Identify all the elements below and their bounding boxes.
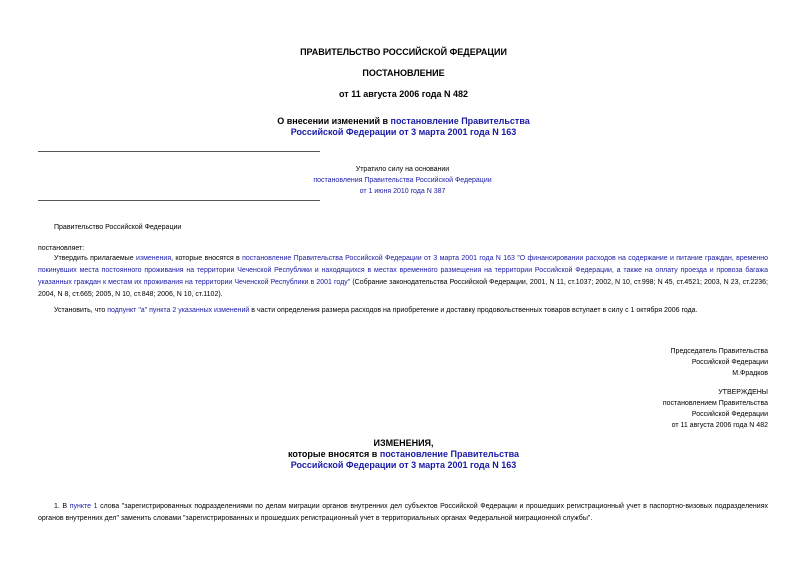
approval-line-3: Российской Федерации: [691, 411, 768, 418]
p1-text-d: (Собрание законодательства Российской Федерации, 2001, N 11, ст.1037; 2002, N 10, ст.998; N 45, ст.4521; 2003, N 23, ст.2236; 2004, N 8, ст.665; 2005, N 10, ст.848; 2006, N 10, ст.1102).: [38, 279, 768, 298]
signature-org: Российской Федерации: [691, 359, 768, 366]
item1-text-a: 1. В: [54, 503, 70, 510]
signature-block: [671, 346, 768, 379]
changes-sub-prefix: которые вносятся в: [287, 449, 380, 459]
expiry-notice-text: Утратило силу на основании: [355, 166, 450, 173]
resolution-163-link[interactable]: постановление Правительства Российской Федерации от 3 марта 2001 года N 163: [242, 255, 515, 262]
title-prefix: О внесении изменений в: [277, 116, 391, 126]
title-link-part1[interactable]: постановление Правительства: [390, 116, 530, 126]
p2-text-a: Установить, что: [54, 307, 108, 314]
paragraph-effective: [38, 305, 768, 317]
divider-top: [38, 151, 320, 152]
expiry-notice: [280, 164, 525, 197]
divider-bottom: [38, 200, 320, 201]
p1-text-b: , которые вносятся в: [171, 255, 243, 262]
changes-title: ИЗМЕНЕНИЯ,: [373, 438, 434, 448]
changes-link[interactable]: изменения: [135, 255, 172, 262]
document-title: [0, 116, 807, 138]
changes-link-part2[interactable]: Российской Федерации от 3 марта 2001 года N 163: [290, 460, 517, 470]
approval-block: [663, 387, 768, 431]
signature-name: М.Фрадков: [732, 370, 768, 377]
changes-heading: [0, 438, 807, 471]
document-date: от 11 августа 2006 года N 482: [339, 89, 468, 99]
approval-line-4: от 11 августа 2006 года N 482: [671, 422, 768, 429]
title-link-part2[interactable]: Российской Федерации от 3 марта 2001 года N 163: [290, 127, 517, 137]
expiry-notice-link-1[interactable]: постановления Правительства Российской Федерации: [313, 177, 492, 184]
document-type: ПОСТАНОВЛЕНИЕ: [362, 68, 445, 78]
government-heading: ПРАВИТЕЛЬСТВО РОССИЙСКОЙ ФЕДЕРАЦИИ: [300, 47, 507, 57]
approval-heading: УТВЕРЖДЕНЫ: [718, 389, 768, 396]
changes-link-part1[interactable]: постановление Правительства: [379, 449, 520, 459]
expiry-notice-link-2[interactable]: от 1 июня 2010 года N 387: [359, 188, 446, 195]
signature-title: Председатель Правительства: [670, 348, 768, 355]
p1-text-a: Утвердить прилагаемые: [54, 255, 136, 262]
item1-clause-link[interactable]: пункте 1: [69, 503, 98, 510]
resolution-163-title[interactable]: "О финансировании расходов на содержание и питание граждан, временно покинувших места постоянного проживания на территории Чеченской Республики и находящихся в местах временного размещения на территории Российской Федерации, а также на оплату проезда и провоза багажа указанных граждан к местам их проживания на территории Чеченской Республики в 2001 году": [38, 255, 768, 286]
paragraph-approve: [38, 253, 768, 301]
item1-text-b: слова "зарегистрированных подразделениями по делам миграции органов внутренних дел субъектов Российской Федерации и прошедших регистрационный учет в паспортно-визовых подразделениях органов внутренних дел" заменить словами "зарегистрированных и прошедших регистрационный учет в территориальных органах Федеральной миграционной службы".: [38, 503, 768, 522]
approval-line-2: постановлением Правительства: [662, 400, 768, 407]
subclause-link[interactable]: подпункт "а" пункта 2 указанных изменений: [107, 307, 250, 314]
resolves-label: постановляет:: [38, 245, 85, 252]
government-name: Правительство Российской Федерации: [54, 224, 182, 231]
changes-item-1: [38, 501, 768, 525]
p2-text-b: в части определения размера расходов на приобретение и доставку продовольственных товаров вступает в силу с 1 октября 2006 года.: [249, 307, 698, 314]
